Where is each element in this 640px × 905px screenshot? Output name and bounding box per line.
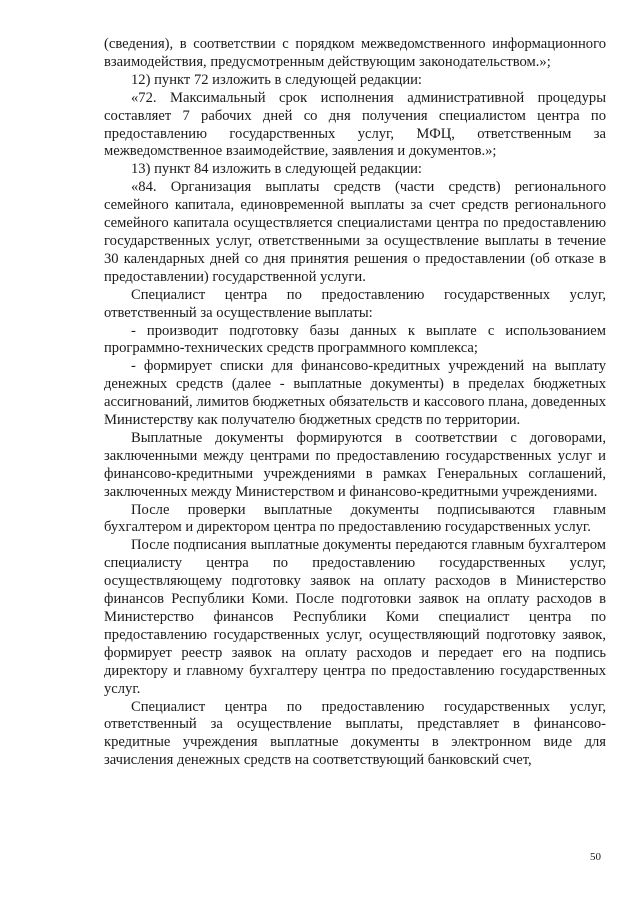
paragraph-verification: После проверки выплатные документы подписываются главным бухгалтером и директором центра по предоставлению государственных услуг.: [104, 501, 606, 536]
paragraph-submission: Специалист центра по предоставлению государственных услуг, ответственный за осуществление выплаты, представляет в финансово-кредитные учреждения выплатные документы в электронном виде для зачисления денежных средств на соответствующий банковский счет,: [104, 698, 606, 769]
page-number: 50: [590, 851, 601, 863]
paragraph-specialist-duties: Специалист центра по предоставлению государственных услуг, ответственный за осуществление выплаты:: [104, 286, 606, 321]
paragraph-bullet-database: - производит подготовку базы данных к выплате с использованием программно-технических средств программного комплекса;: [104, 322, 606, 357]
paragraph-continuation: (сведения), в соответствии с порядком межведомственного информационного взаимодействия, предусмотренным действующим законодательством.»;: [104, 36, 606, 70]
paragraph-item-12: 12) пункт 72 изложить в следующей редакции:: [131, 71, 422, 88]
paragraph-item-13: 13) пункт 84 изложить в следующей редакции:: [131, 161, 422, 178]
paragraph-payment-documents: Выплатные документы формируются в соответствии с договорами, заключенными между центрами по предоставлению государственных услуг и финансово-кредитными учреждениями в рамках Генеральных соглашений, заключенных между Министерством и финансово-кредитными учреждениями.: [104, 429, 606, 500]
paragraph-point-84: «84. Организация выплаты средств (части средств) регионального семейного капитала, единовременной выплаты за счет средств регионального семейного капитала осуществляется специалистами центра по предоставлению государственных услуг, ответственными за осуществление выплаты в течение 30 календарных дней со дня принятия решения о предоставлении (об отказе в предоставлении) государственной услуги.: [104, 179, 606, 285]
paragraph-bullet-lists: - формирует списки для финансово-кредитных учреждений на выплату денежных средств (далее - выплатные документы) в пределах бюджетных ассигнований, лимитов бюджетных обязательств и кассового плана, доведенных Министерству как получателю бюджетных средств по территории.: [104, 358, 606, 429]
document-body: [104, 36, 606, 770]
paragraph-signing: После подписания выплатные документы передаются главным бухгалтером специалисту центра по предоставлению государственных услуг, осуществляющему подготовку заявок на оплату расходов в Министерство финансов Республики Коми. После подготовки заявок на оплату расходов в Министерство финансов Республики Коми специалист центра по предоставлению государственных услуг, осуществляющий подготовку заявок, формирует реестр заявок на оплату расходов и передает его на подпись директору и главному бухгалтеру центра по предоставлению государственных услуг.: [104, 537, 606, 697]
paragraph-point-72: «72. Максимальный срок исполнения административной процедуры составляет 7 рабочих дней со дня получения специалистом центра по предоставлению государственных услуг, МФЦ, ответственным за межведомственное взаимодействие, заявления и документов.»;: [104, 89, 606, 160]
